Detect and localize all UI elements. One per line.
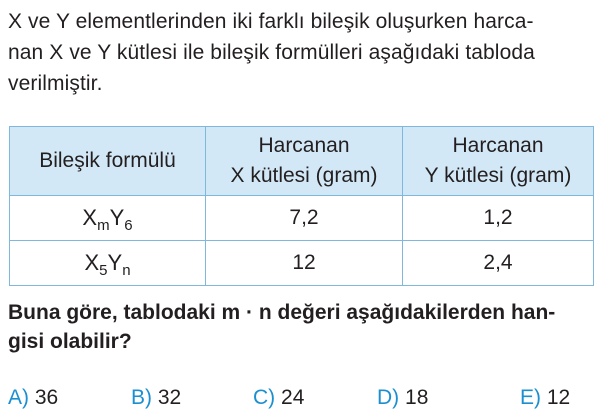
chemical-formula: $X_5Y_n$ <box>84 250 131 279</box>
option-b[interactable]: B) 32 <box>131 386 182 409</box>
option-a[interactable]: A) 36 <box>8 386 59 409</box>
y-mass-cell: 2,4 <box>403 241 594 286</box>
question-stem <box>8 6 600 99</box>
question-prompt <box>8 298 602 356</box>
prompt-line-2: gisi olabilir? <box>8 330 132 353</box>
header-y-mass: Harcanan Y kütlesi (gram) <box>403 127 594 196</box>
prompt-line-1: Buna göre, tablodaki m · n değeri aşağıdakilerden han- <box>8 301 556 324</box>
table-header-row <box>10 127 594 196</box>
formula-cell <box>10 196 206 241</box>
answer-options <box>8 386 600 414</box>
chemical-formula: $X_mY_6$ <box>82 205 133 234</box>
compound-table <box>9 126 594 286</box>
option-d[interactable]: D) 18 <box>377 386 429 409</box>
table-row <box>10 196 594 241</box>
stem-line-3: verilmiştir. <box>8 72 103 95</box>
header-formula: Bileşik formülü <box>10 127 206 196</box>
x-mass-cell: 12 <box>206 241 403 286</box>
option-e[interactable]: E) 12 <box>520 386 571 409</box>
option-c[interactable]: C) 24 <box>253 386 305 409</box>
formula-cell <box>10 241 206 286</box>
stem-line-1: X ve Y elementlerinden iki farklı bileşik oluşurken harca- <box>8 10 534 33</box>
stem-line-2: nan X ve Y kütlesi ile bileşik formülleri aşağıdaki tabloda <box>8 41 535 64</box>
y-mass-cell: 1,2 <box>403 196 594 241</box>
table-row <box>10 241 594 286</box>
x-mass-cell: 7,2 <box>206 196 403 241</box>
header-x-mass: Harcanan X kütlesi (gram) <box>206 127 403 196</box>
